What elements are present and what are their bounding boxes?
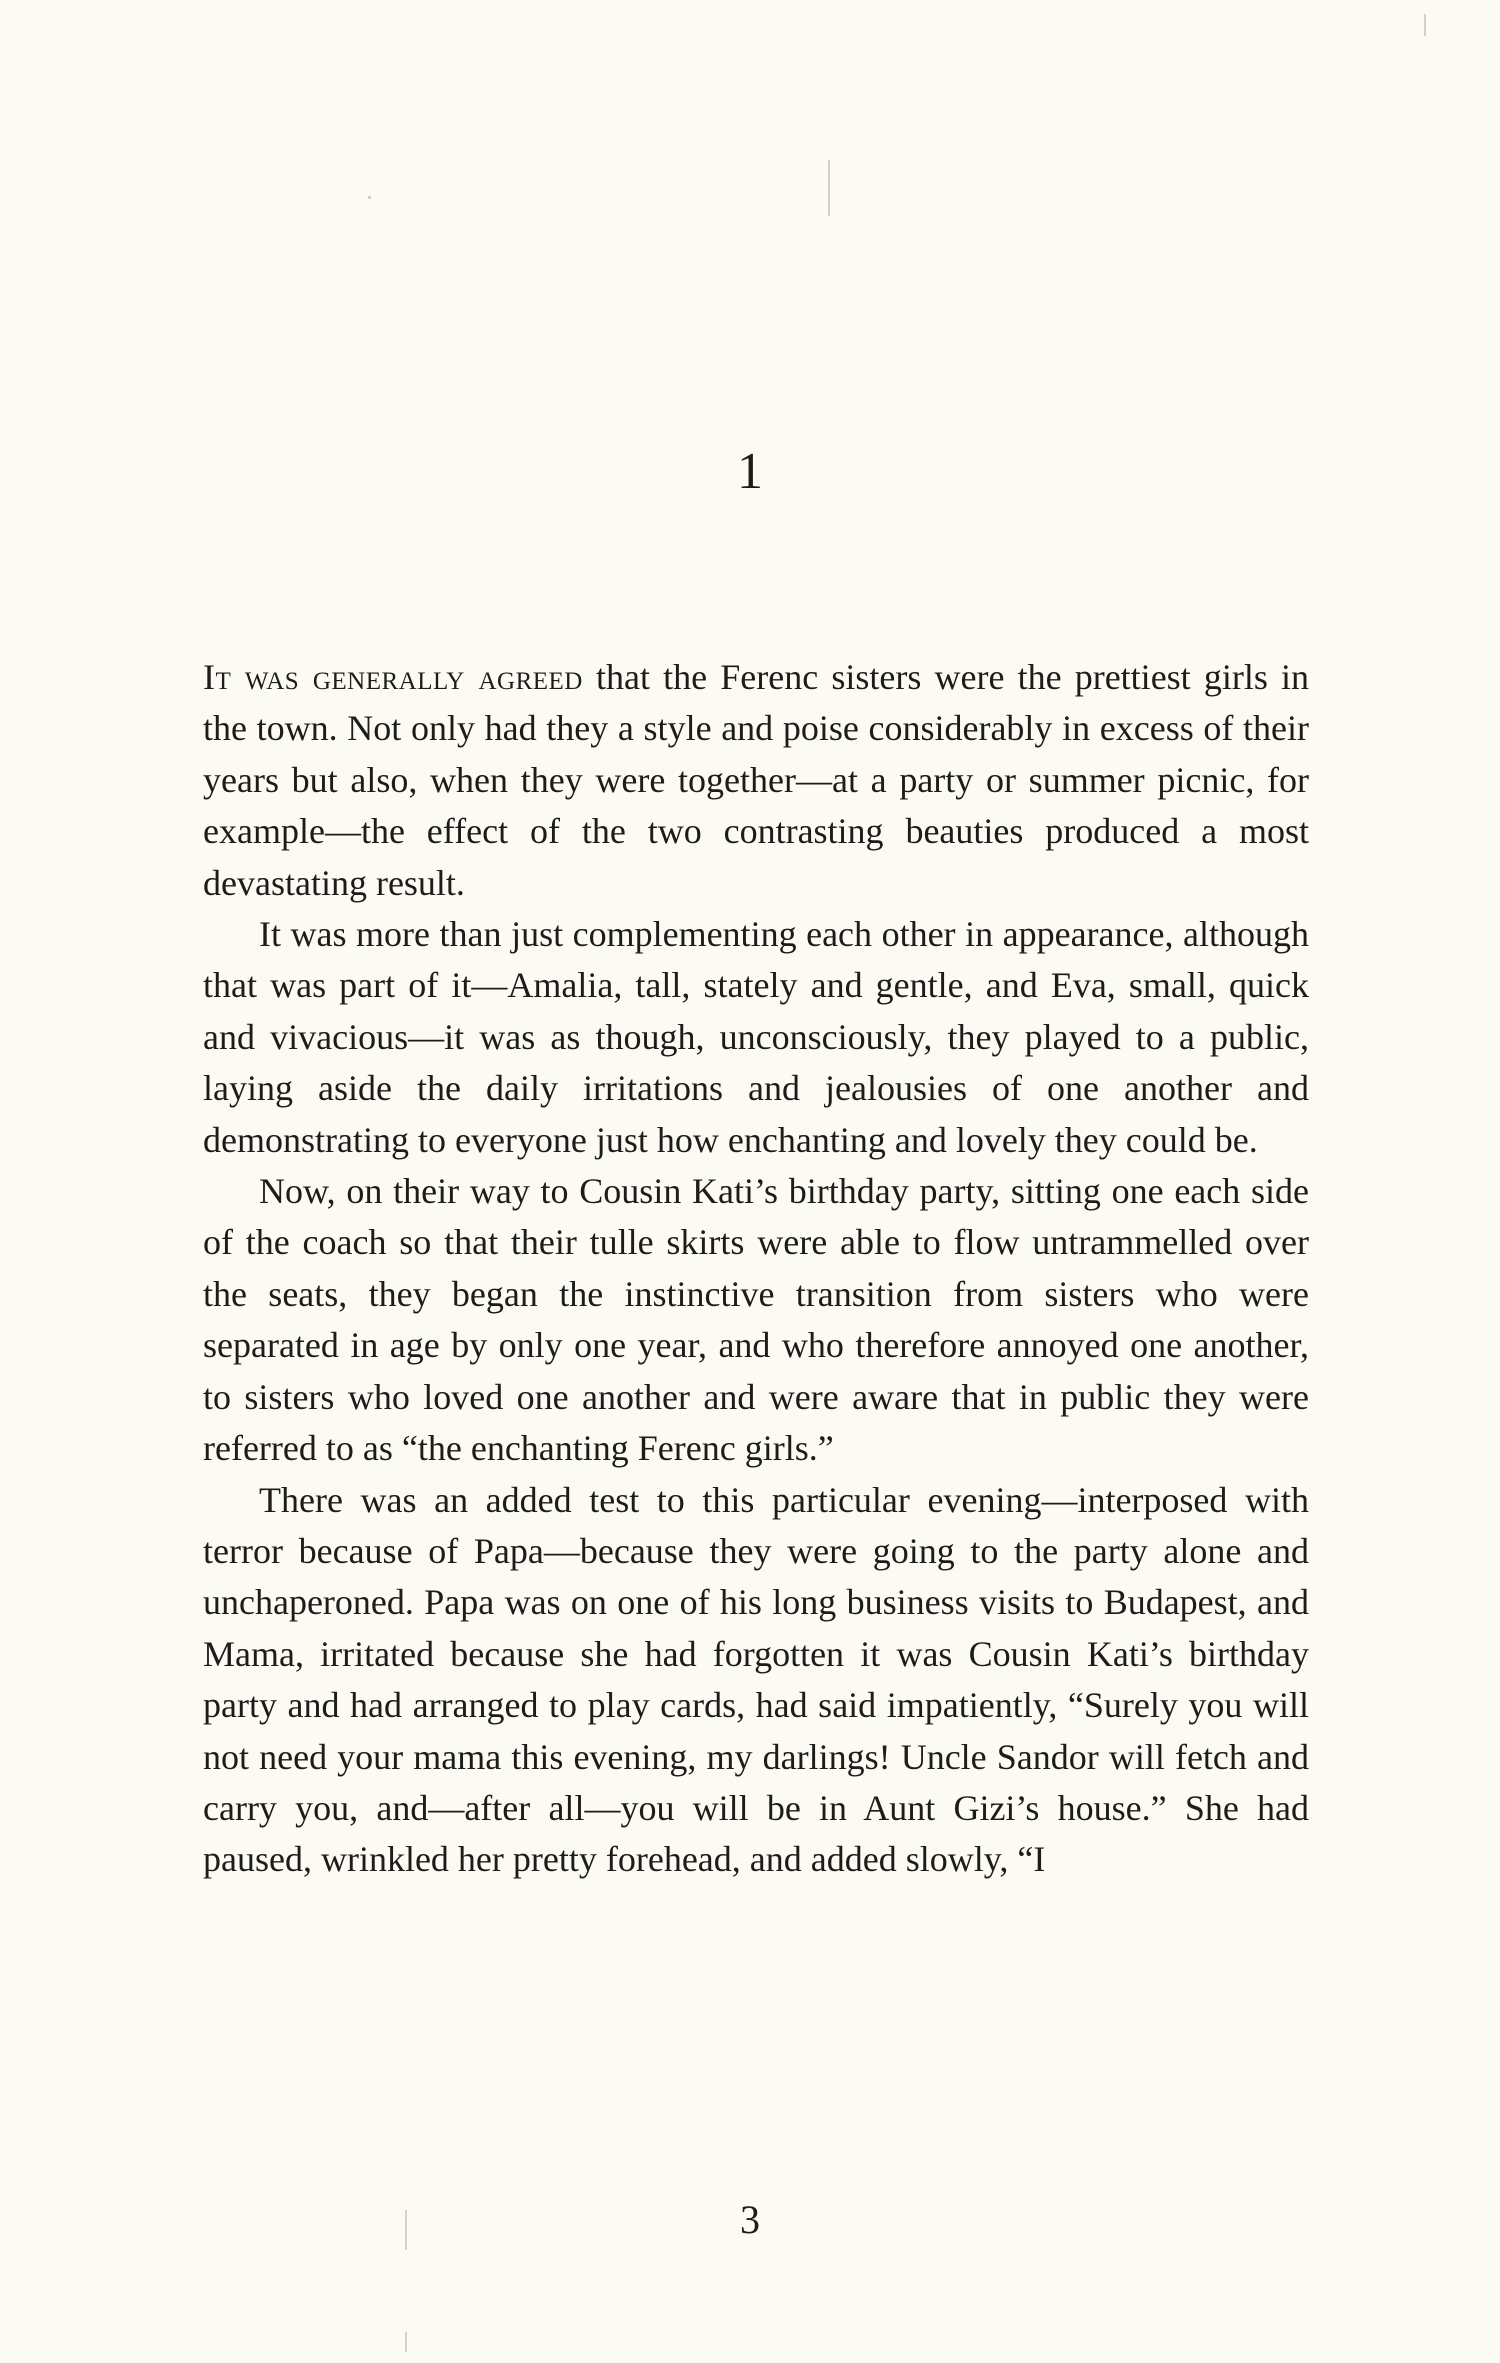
paper-speck <box>828 160 830 216</box>
paper-speck <box>368 196 371 199</box>
opening-lead-in: It was generally agreed <box>203 657 583 697</box>
chapter-number: 1 <box>737 443 763 500</box>
paper-speck <box>1424 14 1426 36</box>
opening-text: that the Ferenc sisters were the prettiest girls in the town. Not only had they a style and poise considerably in excess of their years but also, when they were together—at a party or summer picnic, for example—the effect of the two contrasting beauties produced a most devastating result. <box>203 657 1309 903</box>
chapter-body <box>203 652 1309 1886</box>
opening-paragraph <box>203 652 1309 909</box>
paper-speck <box>405 2332 407 2352</box>
paragraph: Now, on their way to Cousin Kati’s birthday party, sitting one each side of the coach so that their tulle skirts were able to flow untrammelled over the seats, they began the instinctive transition from sisters who were separated in age by only one year, and who therefore annoyed one another, to sisters who loved one another and were aware that in public they were referred to as “the enchanting Ferenc girls.” <box>203 1171 1309 1469</box>
page-number: 3 <box>740 2197 760 2242</box>
paragraph: It was more than just complementing each other in appearance, although that was part of it—Amalia, tall, stately and gentle, and Eva, small, quick and vivacious—it was as though, unconsciously, they played to a public, laying aside the daily irritations and jealousies of one another and demonstrating to everyone just how enchanting and lovely they could be. <box>203 914 1309 1160</box>
paragraph: There was an added test to this particular evening—interposed with terror because of Papa—because they were going to the party alone and unchaperoned. Papa was on one of his long business visits to Budapest, and Mama, irritated because she had forgotten it was Cousin Kati’s birthday party and had arranged to play cards, had said impatiently, “Surely you will not need your mama this evening, my darlings! Uncle Sandor will fetch and carry you, and—after all—you will be in Aunt Gizi’s house.” She had paused, wrinkled her pretty forehead, and added slowly, “I <box>203 1479 1309 1880</box>
